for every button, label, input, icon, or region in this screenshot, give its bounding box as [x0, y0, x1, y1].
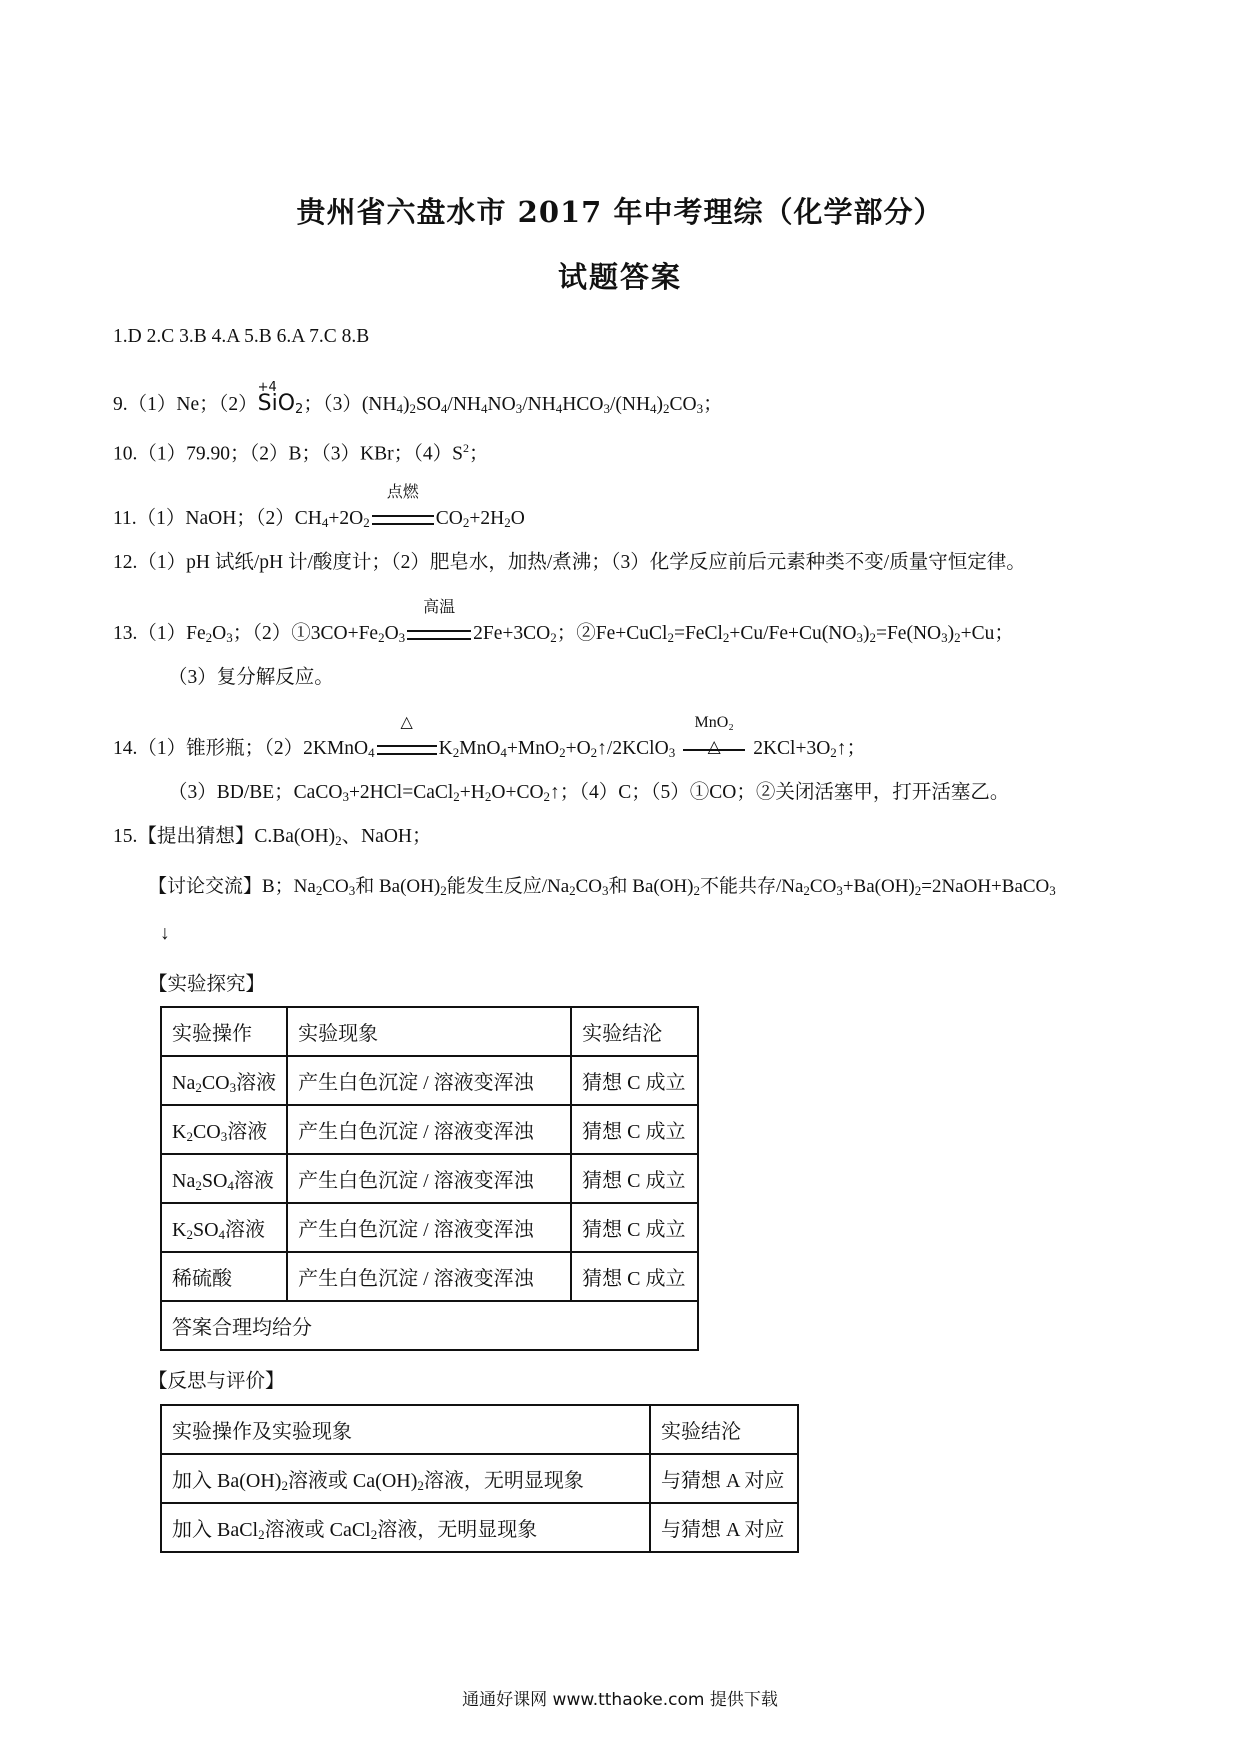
header-conclusion: 实验结沦	[571, 1007, 698, 1056]
conclusion-cell: 与猜想 A 对应	[650, 1503, 798, 1552]
table-row	[161, 1056, 698, 1105]
table-note-row	[161, 1301, 698, 1350]
phenomenon-cell: 产生白色沉淀 / 溶液变浑浊	[287, 1252, 571, 1301]
conclusion-cell: 猜想 C 成立	[571, 1154, 698, 1203]
choice-answers: 1.D 2.C 3.B 4.A 5.B 6.A 7.C 8.B	[113, 326, 370, 347]
ignite-arrow: 点燃	[370, 507, 436, 531]
answer-13: $13.(1)Fe_2O_3$；$(2)①3CO+Fe_2O_3$ 高温 $2Fe+3CO_2$；$②Fe+CuCl_2=FeCl_2+Cu/Fe+Cu(NO_3)_2=Fe(NO_3)_2+Cu$；	[113, 599, 1014, 645]
operation-cell: $Na_2CO_3$溶液	[161, 1056, 287, 1105]
oxidation-state: +4	[257, 380, 277, 395]
operation-cell: $K_2CO_3$溶液	[161, 1105, 287, 1154]
answer-10: 10.（1）79.90；（2）B；（3）KBr；$(4)S^2$；	[113, 441, 489, 465]
footer-credit: 通通好课网 www.tthaoke.com 提供下载	[462, 1690, 778, 1710]
answer-9: 9.（1）Ne；（2） +4 SiO$_2$；$(3)(NH_4)_2SO_4/NH_4NO_3/NH_4HCO_3/(NH_4)_2CO_3$；	[113, 392, 723, 422]
operation-cell: 加入 BaCl$_2$溶液或 CaCl$_2$溶液，无明显现象	[161, 1503, 650, 1552]
operation-cell: $Na_2SO_4$溶液	[161, 1154, 287, 1203]
conclusion-cell: 猜想 C 成立	[571, 1252, 698, 1301]
conclusion-cell: 与猜想 A 对应	[650, 1454, 798, 1503]
answer-12: 12.（1）pH 试纸/pH 计/酸度计；（2）肥皂水，加热/煮沸；（3）化学反应前后元素种类不变/质量守恒定律。	[113, 552, 1026, 573]
phenomenon-cell: 产生白色沉淀 / 溶液变浑浊	[287, 1056, 571, 1105]
reflection-table	[160, 1404, 799, 1553]
table-header-row	[161, 1405, 798, 1454]
answer-15-discussion: 【讨论交流】B；$Na_2CO_3$和 $Ba(OH)_2$能发生反应$/Na_2CO_3$和 $Ba(OH)_2$不能共存$/Na_2CO_3+Ba(OH)_2=2NaOH+BaCO_3$	[148, 876, 1056, 898]
heat-arrow: △	[375, 737, 439, 761]
phenomenon-cell: 产生白色沉淀 / 溶液变浑浊	[287, 1203, 571, 1252]
header-operation-phenomenon: 实验操作及实验现象	[161, 1405, 650, 1454]
conclusion-cell: 猜想 C 成立	[571, 1056, 698, 1105]
table-row	[161, 1203, 698, 1252]
page-subtitle: 试题答案	[557, 260, 682, 294]
table-header-row	[161, 1007, 698, 1056]
precipitate-arrow: ↓	[160, 923, 170, 944]
answer-14-line2: （3）BD/BE；$CaCO_3+2HCl=CaCl_2+H_2O+CO_2↑$；（4）C；（5）①CO；②关闭活塞甲，打开活塞乙。	[168, 782, 1010, 804]
answer-13-line2: （3）复分解反应。	[168, 667, 334, 688]
header-operation: 实验操作	[161, 1007, 287, 1056]
table-row	[161, 1454, 798, 1503]
conclusion-cell: 猜想 C 成立	[571, 1203, 698, 1252]
reflect-heading: 【反思与评价】	[148, 1371, 285, 1392]
phenomenon-cell: 产生白色沉淀 / 溶液变浑浊	[287, 1105, 571, 1154]
experiment-table	[160, 1006, 699, 1351]
operation-cell: 加入 $Ba(OH)_2$溶液或 $Ca(OH)_2$溶液，无明显现象	[161, 1454, 650, 1503]
explore-heading: 【实验探究】	[148, 974, 266, 995]
table-row	[161, 1252, 698, 1301]
table-row	[161, 1154, 698, 1203]
answer-11: 11.（1）NaOH；$(2)CH_4+2O_2$ 点燃 $CO_2+2H_2O$	[113, 484, 525, 530]
phenomenon-cell: 产生白色沉淀 / 溶液变浑浊	[287, 1154, 571, 1203]
high-temp-arrow: 高温	[405, 622, 473, 646]
header-phenomenon: 实验现象	[287, 1007, 571, 1056]
scoring-note: 答案合理均给分	[161, 1301, 698, 1350]
page-title: 贵州省六盘水市 2017 年中考理综（化学部分）	[296, 195, 944, 229]
conclusion-cell: 猜想 C 成立	[571, 1105, 698, 1154]
sio2-formula: +4 SiO$_2$	[258, 392, 304, 422]
answer-15-guess: 15.【提出猜想】$C.Ba(OH)_2$、NaOH；	[113, 826, 432, 848]
operation-cell: $K_2SO_4$溶液	[161, 1203, 287, 1252]
table-row	[161, 1503, 798, 1552]
table-row	[161, 1105, 698, 1154]
answer-14: 14.（1）锥形瓶；（2）2KMnO$_4$ △ $K_2MnO_4+MnO_2+O_2↑/2KClO_3$ MnO₂ △ $2KCl+3O_2↑$；	[113, 714, 867, 760]
operation-cell: 稀硫酸	[161, 1252, 287, 1301]
header-conclusion: 实验结沦	[650, 1405, 798, 1454]
catalyst-arrow: MnO₂ △	[681, 737, 747, 761]
